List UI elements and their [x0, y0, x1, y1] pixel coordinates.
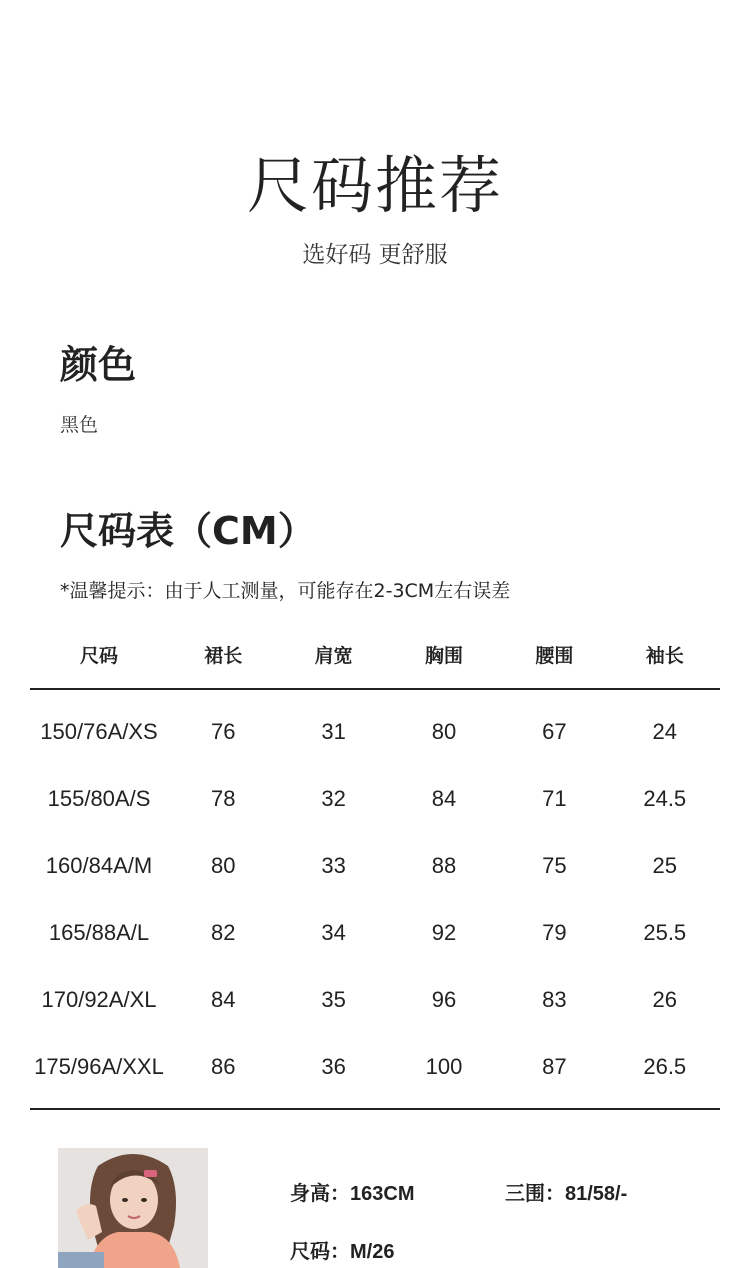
table-body	[30, 690, 720, 1110]
model-measurements-value: 81/58/-	[565, 1183, 628, 1205]
column-header-waist: 腰围	[535, 644, 574, 667]
cell-bust: 80	[431, 718, 457, 744]
page-title: 尺码推荐	[246, 149, 503, 222]
cell-waist: 87	[542, 1053, 567, 1079]
cell-bust: 88	[431, 852, 457, 878]
size-table	[30, 620, 720, 1110]
model-size-label: 尺码：	[290, 1239, 350, 1263]
cell-waist: 79	[542, 919, 567, 945]
cell-shoulder-width: 32	[321, 785, 346, 811]
cell-bust: 92	[431, 919, 457, 945]
cell-sleeve-length: 24	[652, 718, 677, 744]
cell-shoulder-width: 36	[321, 1053, 346, 1079]
cell-bust: 96	[431, 986, 457, 1012]
color-heading: 颜色	[60, 343, 137, 387]
table-row	[30, 698, 720, 765]
model-height-value: 163CM	[350, 1183, 415, 1205]
cell-size: 170/92A/XL	[41, 986, 157, 1012]
cell-waist: 71	[542, 785, 567, 811]
cell-skirt-length: 86	[210, 1053, 236, 1079]
cell-size: 165/88A/L	[48, 919, 150, 945]
cell-skirt-length: 84	[210, 986, 236, 1012]
model-measurements	[505, 1180, 627, 1207]
model-size	[290, 1238, 394, 1265]
table-header-row	[30, 620, 720, 690]
cell-shoulder-width: 35	[321, 986, 346, 1012]
cell-size: 155/80A/S	[47, 785, 151, 811]
cell-skirt-length: 78	[210, 785, 236, 811]
cell-sleeve-length: 24.5	[643, 785, 687, 811]
cell-sleeve-length: 26	[652, 986, 677, 1012]
cell-shoulder-width: 34	[321, 919, 346, 945]
model-photo	[58, 1148, 208, 1268]
page-subtitle: 选好码 更舒服	[302, 242, 448, 268]
cell-size: 150/76A/XS	[40, 718, 158, 744]
cell-size: 160/84A/M	[45, 852, 153, 878]
color-value: 黑色	[60, 414, 99, 436]
column-header-bust: 胸围	[424, 644, 463, 667]
column-header-size: 尺码	[79, 644, 118, 667]
cell-waist: 67	[542, 718, 567, 744]
cell-shoulder-width: 31	[321, 718, 346, 744]
cell-sleeve-length: 25.5	[643, 919, 687, 945]
table-row	[30, 966, 720, 1033]
cell-sleeve-length: 26.5	[643, 1053, 687, 1079]
model-size-value: M/26	[350, 1241, 395, 1263]
column-header-shoulder-width: 肩宽	[314, 644, 353, 667]
table-row	[30, 899, 720, 966]
cell-skirt-length: 76	[210, 718, 236, 744]
cell-bust: 100	[425, 1053, 463, 1079]
cell-skirt-length: 82	[210, 919, 236, 945]
cell-bust: 84	[431, 785, 457, 811]
size-chart-heading: 尺码表（CM）	[60, 509, 316, 553]
column-header-sleeve-length: 袖长	[645, 644, 684, 667]
model-height-label: 身高：	[290, 1181, 350, 1205]
cell-waist: 75	[542, 852, 567, 878]
model-measurements-label: 三围：	[505, 1181, 565, 1205]
table-row	[30, 832, 720, 899]
cell-waist: 83	[542, 986, 567, 1012]
measurement-note: *温馨提示：由于人工测量，可能存在2-3CM左右误差	[60, 580, 511, 602]
column-header-skirt-length: 裙长	[204, 644, 243, 667]
table-row	[30, 765, 720, 832]
cell-size: 175/96A/XXL	[34, 1053, 164, 1079]
table-row	[30, 1033, 720, 1100]
cell-sleeve-length: 25	[652, 852, 677, 878]
model-height	[290, 1180, 414, 1207]
cell-skirt-length: 80	[210, 852, 236, 878]
cell-shoulder-width: 33	[321, 852, 346, 878]
